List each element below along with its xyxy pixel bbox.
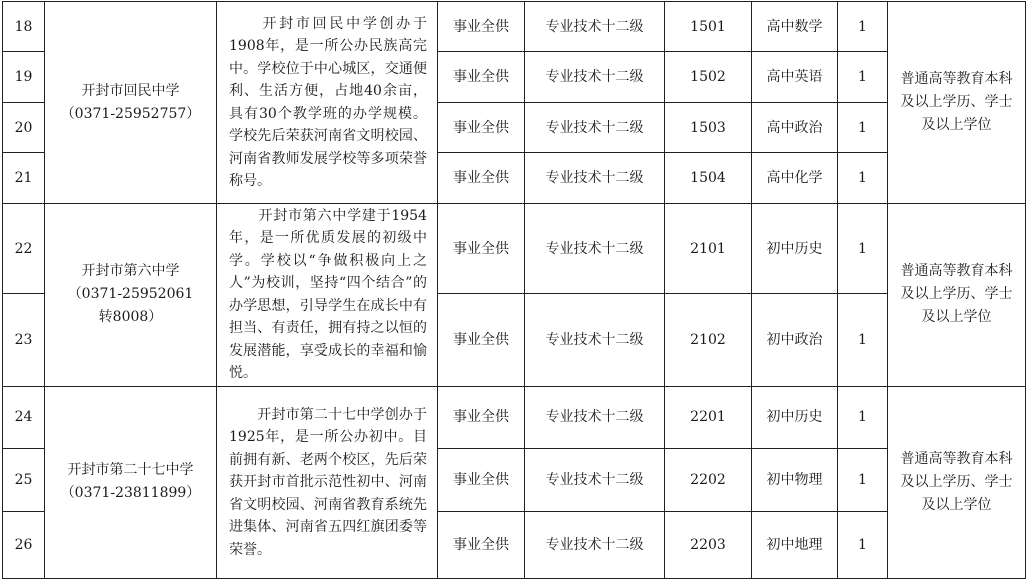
- position-grade: 专业技术十二级: [525, 52, 665, 103]
- position-code: 2102: [665, 294, 752, 386]
- table-row: [3, 2, 1026, 52]
- row-number: 21: [3, 153, 45, 204]
- school-phone: （0371-25952757）: [60, 105, 201, 122]
- funding-type: 事业全供: [438, 153, 525, 204]
- education-requirement: 普通高等教育本科及以上学历、学士及以上学位: [888, 386, 1026, 578]
- school-phone: （0371-23811899）: [60, 485, 201, 502]
- hire-count: 1: [838, 386, 888, 448]
- funding-type: 事业全供: [438, 204, 525, 294]
- row-number: 19: [3, 52, 45, 103]
- position-subject: 初中历史: [752, 386, 838, 448]
- row-number: 26: [3, 511, 45, 578]
- position-subject: 高中政治: [752, 103, 838, 153]
- position-code: 1504: [665, 153, 752, 204]
- education-requirement: 普通高等教育本科及以上学历、学士及以上学位: [888, 204, 1026, 386]
- position-grade: 专业技术十二级: [525, 386, 665, 448]
- position-subject: 高中数学: [752, 2, 838, 52]
- hire-count: 1: [838, 294, 888, 386]
- hire-count: 1: [838, 2, 888, 52]
- row-number: 24: [3, 386, 45, 448]
- position-grade: 专业技术十二级: [525, 448, 665, 511]
- school-name: 开封市第六中学: [81, 263, 180, 280]
- position-grade: 专业技术十二级: [525, 204, 665, 294]
- position-grade: 专业技术十二级: [525, 103, 665, 153]
- school-cell: [45, 386, 217, 578]
- position-subject: 初中物理: [752, 448, 838, 511]
- row-number: 22: [3, 204, 45, 294]
- school-description: 开封市回民中学创办于1908年，是一所公办民族高完中。学校位于中心城区，交通便利、生活方便，占地40余亩，具有30个教学班的办学规模。学校先后荣获河南省文明校园、河南省教师发展学校等多项荣誉称号。: [217, 2, 438, 204]
- school-description: 开封市第六中学建于1954年，是一所优质发展的初级中学。学校以“争做积极向上之人”为校训，坚持“四个结合”的办学思想，引导学生在成长中有担当、有责任，拥有持之以恒的发展潜能，享受成长的幸福和愉悦。: [217, 204, 438, 386]
- school-name: 开封市第二十七中学: [67, 462, 194, 479]
- hire-count: 1: [838, 204, 888, 294]
- row-number: 25: [3, 448, 45, 511]
- position-grade: 专业技术十二级: [525, 153, 665, 204]
- position-code: 2203: [665, 511, 752, 578]
- hire-count: 1: [838, 52, 888, 103]
- position-code: 2201: [665, 386, 752, 448]
- position-code: 2202: [665, 448, 752, 511]
- position-code: 1502: [665, 52, 752, 103]
- funding-type: 事业全供: [438, 386, 525, 448]
- position-subject: 高中英语: [752, 52, 838, 103]
- position-grade: 专业技术十二级: [525, 511, 665, 578]
- position-code: 1503: [665, 103, 752, 153]
- funding-type: 事业全供: [438, 103, 525, 153]
- table-row: [3, 386, 1026, 448]
- row-number: 20: [3, 103, 45, 153]
- position-subject: 初中地理: [752, 511, 838, 578]
- position-subject: 初中政治: [752, 294, 838, 386]
- position-subject: 高中化学: [752, 153, 838, 204]
- school-cell: [45, 204, 217, 386]
- funding-type: 事业全供: [438, 448, 525, 511]
- school-name: 开封市回民中学: [81, 82, 180, 99]
- position-code: 1501: [665, 2, 752, 52]
- recruitment-table: [2, 1, 1026, 579]
- position-grade: 专业技术十二级: [525, 294, 665, 386]
- hire-count: 1: [838, 103, 888, 153]
- position-subject: 初中历史: [752, 204, 838, 294]
- position-code: 2101: [665, 204, 752, 294]
- hire-count: 1: [838, 153, 888, 204]
- funding-type: 事业全供: [438, 294, 525, 386]
- school-cell: [45, 2, 217, 204]
- hire-count: 1: [838, 511, 888, 578]
- hire-count: 1: [838, 448, 888, 511]
- school-phone: （0371-25952061: [67, 286, 194, 303]
- row-number: 23: [3, 294, 45, 386]
- school-description: 开封市第二十七中学创办于1925年，是一所公办初中。目前拥有新、老两个校区，先后荣获开封市首批示范性初中、河南省文明校园、河南省教育系统先进集体、河南省五四红旗团委等荣誉。: [217, 386, 438, 578]
- education-requirement: 普通高等教育本科及以上学历、学士及以上学位: [888, 2, 1026, 204]
- funding-type: 事业全供: [438, 52, 525, 103]
- funding-type: 事业全供: [438, 511, 525, 578]
- position-grade: 专业技术十二级: [525, 2, 665, 52]
- school-phone-ext: 转8008）: [98, 309, 163, 326]
- funding-type: 事业全供: [438, 2, 525, 52]
- row-number: 18: [3, 2, 45, 52]
- table-row: [3, 204, 1026, 294]
